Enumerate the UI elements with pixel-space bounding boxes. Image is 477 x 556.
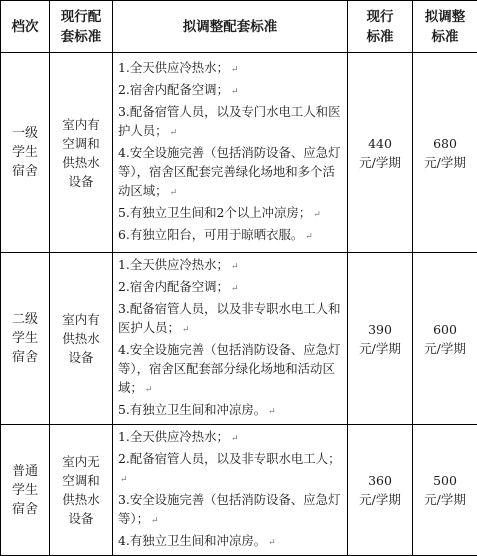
standard-item-text: 3.配备宿管人员，以及专门水电工人和医护人员； (118, 104, 340, 138)
current-price-cell-line: 440 (350, 134, 410, 153)
header-row (1, 1, 477, 53)
standard-item-text: 4.安全设施完善（包括消防设备、应急灯等），宿舍区配套完善绿化场地和多个活动区域； (118, 145, 340, 198)
paragraph-mark-icon: ↵ (170, 188, 178, 198)
header-current-price: 现行 标准 (348, 1, 413, 53)
adjusted-price-cell (413, 253, 477, 425)
standard-item-text: 4.安全设施完善（包括消防设备、应急灯等），宿舍区配套部分绿化场地和活动区域； (118, 342, 340, 395)
standard-item (118, 400, 345, 422)
adjusted-price-cell (413, 425, 477, 556)
current-price-cell (348, 53, 413, 253)
standard-item-text: 3.安全设施完善（包括消防设备、应急灯等）； (118, 492, 340, 526)
current-price-cell-line: 元/学期 (350, 339, 410, 358)
current-standard-cell-line: 设备 (56, 509, 106, 528)
level-cell (1, 425, 50, 556)
current-standard-cell (50, 253, 113, 425)
level-cell-line: 宿舍 (4, 162, 46, 181)
current-price-cell (348, 253, 413, 425)
current-standard-cell-line: 设备 (56, 348, 106, 367)
paragraph-mark-icon: ↵ (313, 210, 321, 220)
standard-item-text: 2.宿舍内配备空调； (118, 279, 229, 294)
adjusted-price-cell-line: 500 (415, 471, 475, 490)
proposed-standard-cell (113, 253, 348, 425)
row-level-2 (1, 253, 477, 425)
current-standard-cell-line: 室内无 (56, 452, 106, 471)
header-current-standard: 现行配 套标准 (50, 1, 113, 53)
standard-item (118, 80, 345, 102)
adjusted-price-cell (413, 53, 477, 253)
current-standard-cell (50, 425, 113, 556)
standard-item (118, 58, 345, 80)
standard-item-text: 3.配备宿管人员，以及非专职水电工人和医护人员； (118, 301, 340, 335)
level-cell-line: 宿舍 (4, 348, 46, 367)
current-standard-cell-line: 室内有 (56, 310, 106, 329)
level-cell-line: 学生 (4, 329, 46, 348)
current-standard-cell-line: 供热水 (56, 153, 106, 172)
row-level-1 (1, 53, 477, 253)
standard-item (118, 102, 345, 143)
level-cell-line: 宿舍 (4, 500, 46, 519)
header-level: 档次 (1, 1, 50, 53)
standard-item (118, 225, 345, 247)
current-price-cell-line: 元/学期 (350, 153, 410, 172)
paragraph-mark-icon: ↵ (151, 516, 159, 526)
header-adjusted-price: 拟调整 标准 (413, 1, 477, 53)
standard-item-text: 1.全天供应冷热水； (118, 60, 229, 75)
paragraph-mark-icon: ↵ (145, 385, 153, 395)
current-price-cell (348, 425, 413, 556)
adjusted-price-cell-line: 元/学期 (415, 490, 475, 509)
current-price-cell-line: 元/学期 (350, 490, 410, 509)
level-cell-line: 学生 (4, 481, 46, 500)
adjusted-price-cell-line: 600 (415, 320, 475, 339)
level-cell-line: 学生 (4, 143, 46, 162)
current-standard-cell-line: 空调和 (56, 134, 106, 153)
standard-item (118, 143, 345, 203)
current-price-cell-line: 390 (350, 320, 410, 339)
paragraph-mark-icon: ↵ (268, 407, 276, 417)
proposed-standard-cell (113, 53, 348, 253)
paragraph-mark-icon: ↵ (231, 262, 239, 272)
level-cell-line: 普通 (4, 462, 46, 481)
paragraph-mark-icon: ↵ (231, 87, 239, 97)
standard-item (118, 299, 345, 340)
standard-item (118, 340, 345, 400)
current-standard-cell (50, 53, 113, 253)
paragraph-mark-icon: ↵ (268, 538, 276, 548)
paragraph-mark-icon: ↵ (231, 65, 239, 75)
current-standard-cell-line: 空调和 (56, 471, 106, 490)
standard-item (118, 255, 345, 277)
standard-item (118, 531, 345, 553)
row-level-ordinary (1, 425, 477, 556)
paragraph-mark-icon: ↵ (305, 232, 313, 242)
current-price-cell-line: 360 (350, 471, 410, 490)
header-proposed-standard: 拟调整配套标准 (113, 1, 348, 53)
standard-item-text: 1.全天供应冷热水； (118, 429, 229, 444)
level-cell (1, 253, 50, 425)
current-standard-cell-line: 供热水 (56, 329, 106, 348)
standard-item-text: 4.有独立卫生间和冲凉房。 (118, 533, 266, 548)
current-standard-cell-line: 供热水 (56, 490, 106, 509)
standard-item-text: 5.有独立卫生间和冲凉房。 (118, 402, 266, 417)
standard-item (118, 427, 345, 449)
adjusted-price-cell-line: 元/学期 (415, 339, 475, 358)
paragraph-mark-icon: ↵ (231, 284, 239, 294)
paragraph-mark-icon: ↵ (120, 475, 128, 485)
adjusted-price-cell-line: 680 (415, 134, 475, 153)
level-cell (1, 53, 50, 253)
standard-item-text: 1.全天供应冷热水； (118, 257, 229, 272)
proposed-standard-cell (113, 425, 348, 556)
standard-item-text: 2.配备宿管人员，以及非专职水电工人； (118, 451, 340, 466)
level-cell-line: 一级 (4, 124, 46, 143)
standard-item (118, 449, 345, 490)
adjusted-price-cell-line: 元/学期 (415, 153, 475, 172)
standard-item-text: 5.有独立卫生间和2个以上冲凉房； (118, 205, 311, 220)
standard-item (118, 277, 345, 299)
current-standard-cell-line: 室内有 (56, 115, 106, 134)
paragraph-mark-icon: ↵ (170, 128, 178, 138)
paragraph-mark-icon: ↵ (231, 434, 239, 444)
paragraph-mark-icon: ↵ (182, 325, 190, 335)
standard-item (118, 203, 345, 225)
current-standard-cell-line: 设备 (56, 172, 106, 191)
level-cell-line: 二级 (4, 310, 46, 329)
standard-item (118, 490, 345, 531)
standard-item-text: 2.宿舍内配备空调； (118, 82, 229, 97)
standard-item-text: 6.有独立阳台，可用于晾晒衣服。 (118, 227, 303, 242)
